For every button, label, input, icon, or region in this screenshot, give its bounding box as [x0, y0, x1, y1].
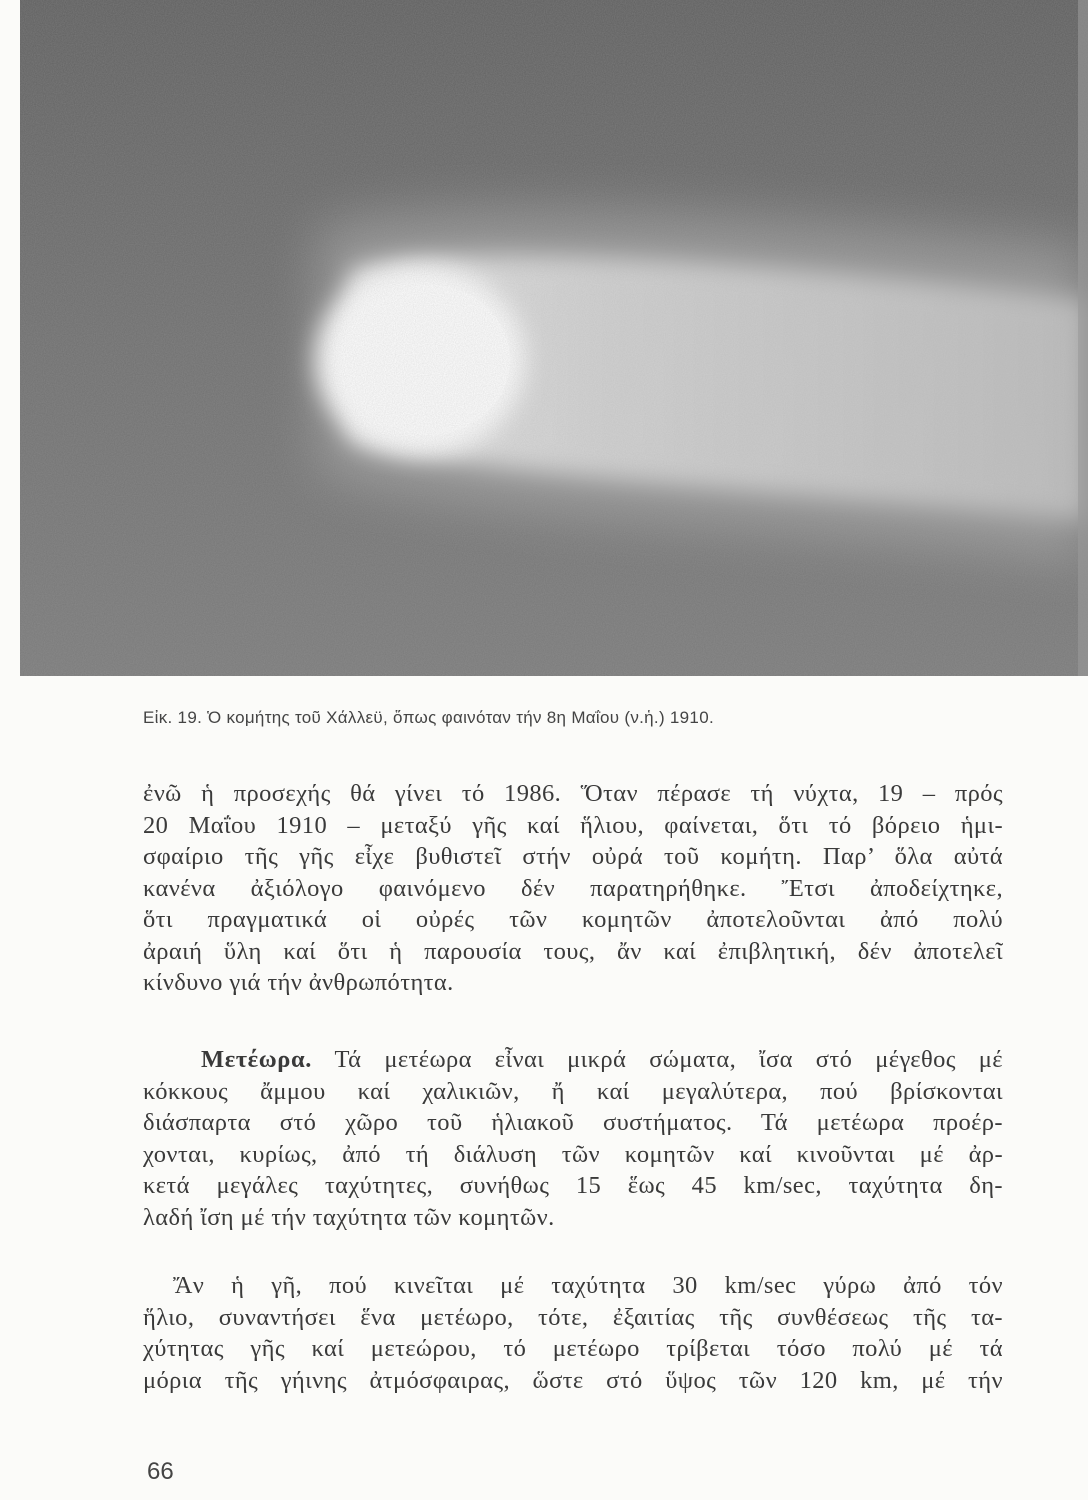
text-line: Ἄν ἡ γῆ, πού κινεῖται μέ ταχύτητα 30 km/sec γύρω ἀπό τόν: [173, 1272, 1003, 1299]
paragraph-halley-tail: [143, 778, 1003, 999]
text-line-first: [143, 1044, 1003, 1076]
paragraph-earth-meteor: [143, 1270, 1003, 1396]
comet-image: [20, 0, 1088, 676]
text-line: σφαίριο τῆς γῆς εἶχε βυθιστεῖ στήν οὐρά τοῦ κομήτη. Παρ’ ὅλα αὐτά: [143, 843, 1003, 870]
comet-photograph: [20, 0, 1088, 676]
text-line: λαδή ἴση μέ τήν ταχύτητα τῶν κομητῶν.: [143, 1203, 555, 1231]
text-line: ὅτι πραγματικά οἱ οὐρές τῶν κομητῶν ἀποτελοῦνται ἀπό πολύ: [143, 906, 1003, 933]
text-line-rest: Τά μετέωρα εἶναι μικρά σώματα, ἴσα στό μέγεθος μέ: [334, 1046, 1003, 1073]
text-line: κίνδυνο γιά τήν ἀνθρωπότητα.: [143, 969, 454, 996]
section-heading-meteors: Μετέωρα.: [201, 1046, 312, 1073]
text-line: μόρια τῆς γήινης ἀτμόσφαιρας, ὥστε στό ὕψος τῶν 120 km, μέ τήν: [143, 1366, 1003, 1394]
text-line: 20 Μαΐου 1910 – μεταξύ γῆς καί ἥλιου, φαίνεται, ὅτι τό βόρειο ἡμι-: [143, 811, 1003, 839]
text-line: διάσπαρτα στό χῶρο τοῦ ἡλιακοῦ συστήματος. Τά μετέωρα προέρ-: [143, 1109, 1003, 1136]
text-line: χύτητας γῆς καί μετεώρου, τό μετέωρο τρίβεται τόσο πολύ μέ τά: [143, 1335, 1003, 1362]
text-line: κόκκους ἄμμου καί χαλικιῶν, ἤ καί μεγαλύτερα, πού βρίσκονται: [143, 1077, 1003, 1105]
text-line: κανένα ἀξιόλογο φαινόμενο δέν παρατηρήθηκε. Ἔτσι ἀποδείχτηκε,: [143, 874, 1003, 902]
text-line: κετά μεγάλες ταχύτητες, συνήθως 15 ἕως 45 km/sec, ταχύτητα δη-: [143, 1172, 1003, 1199]
text-line: χονται, κυρίως, ἀπό τή διάλυση τῶν κομητῶν καί κινοῦνται μέ ἀρ-: [143, 1140, 1003, 1168]
text-line: ἐνῶ ἡ προσεχής θά γίνει τό 1986. Ὅταν πέρασε τή νύχτα, 19 – πρός: [143, 780, 1003, 807]
paragraph-meteors: [143, 1044, 1003, 1233]
text-line: ἀραιή ὕλη καί ὅτι ἡ παρουσία τους, ἄν καί ἐπιβλητική, δέν ἀποτελεῖ: [143, 937, 1003, 965]
figure-caption: Εἰκ. 19. Ὁ κομήτης τοῦ Χάλλεϋ, ὅπως φαινόταν τήν 8η Μαΐου (ν.ἡ.) 1910.: [143, 708, 714, 727]
page-number: 66: [147, 1458, 174, 1485]
text-line: ἥλιο, συναντήσει ἕνα μετέωρο, τότε, ἐξαιτίας τῆς συνθέσεως τῆς τα-: [143, 1303, 1003, 1331]
